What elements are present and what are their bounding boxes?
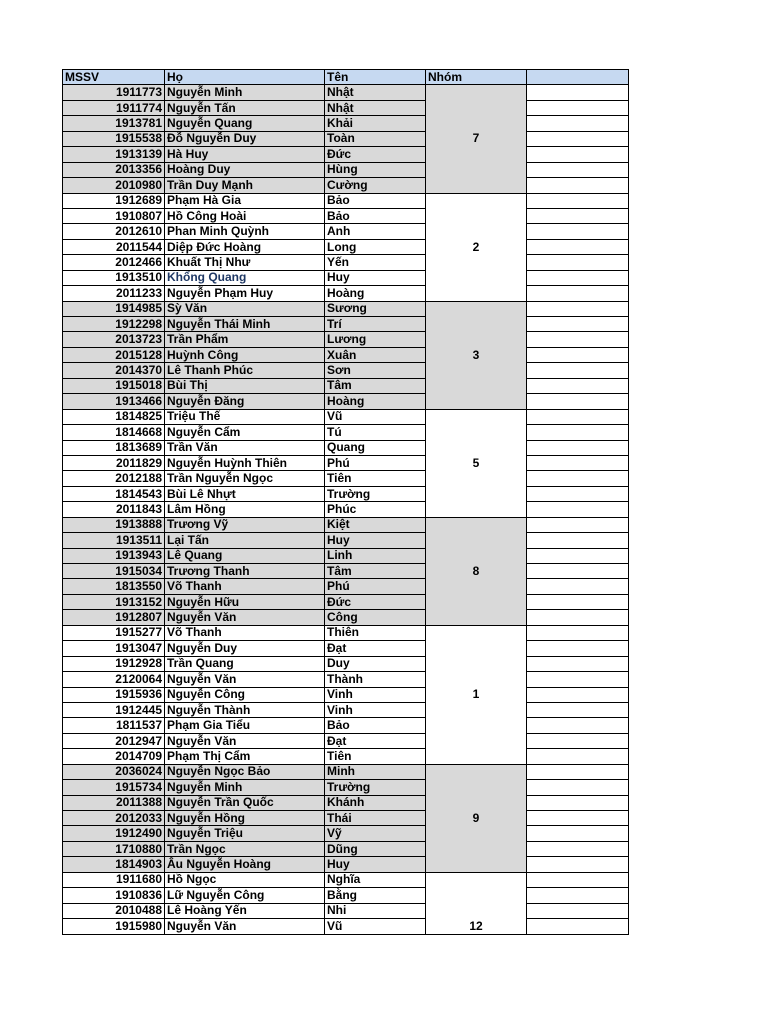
ten-cell[interactable]: Đạt: [325, 733, 426, 748]
ten-cell[interactable]: Toàn: [325, 131, 426, 146]
table-row: [63, 841, 629, 856]
header-nhom[interactable]: Nhóm: [426, 70, 527, 85]
empty-cell[interactable]: [527, 455, 629, 470]
empty-cell[interactable]: [527, 872, 629, 887]
table-row: [63, 100, 629, 115]
mssv-cell[interactable]: 1915734: [63, 780, 165, 795]
ten-cell[interactable]: Thái: [325, 811, 426, 826]
mssv-cell[interactable]: 1910836: [63, 888, 165, 903]
table-row: [63, 548, 629, 563]
ho-cell[interactable]: Diệp Đức Hoàng: [165, 239, 325, 254]
empty-cell[interactable]: [527, 919, 629, 934]
ten-cell[interactable]: Vỹ: [325, 826, 426, 841]
table-row: [63, 131, 629, 146]
ten-cell[interactable]: Huy: [325, 533, 426, 548]
ho-cell[interactable]: Phan Minh Quỳnh: [165, 224, 325, 239]
mssv-cell[interactable]: 1915018: [63, 378, 165, 393]
ho-cell[interactable]: Nguyễn Thái Minh: [165, 317, 325, 332]
ho-cell[interactable]: Nguyễn Cẩm: [165, 425, 325, 440]
ho-cell[interactable]: Nguyễn Hữu: [165, 594, 325, 609]
ten-cell[interactable]: Tâm: [325, 378, 426, 393]
ten-cell[interactable]: Hoàng: [325, 394, 426, 409]
ho-cell[interactable]: Phạm Thị Cẩm: [165, 749, 325, 764]
header-empty[interactable]: [527, 70, 629, 85]
ten-cell[interactable]: Phú: [325, 579, 426, 594]
ten-cell[interactable]: Duy: [325, 656, 426, 671]
mssv-cell[interactable]: 2015128: [63, 347, 165, 362]
mssv-cell[interactable]: 1912928: [63, 656, 165, 671]
table-row: [63, 533, 629, 548]
group-number-cell[interactable]: 5: [426, 409, 527, 517]
ten-cell[interactable]: Tiên: [325, 471, 426, 486]
empty-cell[interactable]: [527, 425, 629, 440]
mssv-cell[interactable]: 1814543: [63, 486, 165, 501]
mssv-cell[interactable]: 1813689: [63, 440, 165, 455]
mssv-cell[interactable]: 2012188: [63, 471, 165, 486]
ten-cell[interactable]: Công: [325, 610, 426, 625]
ten-cell[interactable]: Thiên: [325, 625, 426, 640]
ho-cell[interactable]: Bùi Thị: [165, 378, 325, 393]
mssv-cell[interactable]: 1913047: [63, 641, 165, 656]
table-row: [63, 672, 629, 687]
table-row: [63, 641, 629, 656]
ho-cell[interactable]: Khổng Quang: [165, 270, 325, 285]
mssv-cell[interactable]: 2011544: [63, 239, 165, 254]
ten-cell[interactable]: Anh: [325, 224, 426, 239]
ten-cell[interactable]: Vũ: [325, 919, 426, 934]
empty-cell[interactable]: [527, 656, 629, 671]
ten-cell[interactable]: Bảo: [325, 193, 426, 208]
mssv-cell[interactable]: 2011233: [63, 286, 165, 301]
group-number-cell[interactable]: 8: [426, 517, 527, 625]
empty-cell[interactable]: [527, 749, 629, 764]
ten-cell[interactable]: Bảo: [325, 208, 426, 223]
table-row: [63, 625, 629, 640]
ho-cell[interactable]: Nguyễn Huỳnh Thiên: [165, 455, 325, 470]
table-row: [63, 656, 629, 671]
ten-cell[interactable]: Sương: [325, 301, 426, 316]
empty-cell[interactable]: [527, 100, 629, 115]
empty-cell[interactable]: [527, 533, 629, 548]
ten-cell[interactable]: Dũng: [325, 841, 426, 856]
group-number-cell[interactable]: 1: [426, 625, 527, 764]
ho-cell[interactable]: Nguyễn Minh: [165, 780, 325, 795]
table-row: [63, 764, 629, 779]
mssv-cell[interactable]: 1915034: [63, 564, 165, 579]
mssv-cell[interactable]: 1912490: [63, 826, 165, 841]
empty-cell[interactable]: [527, 363, 629, 378]
empty-cell[interactable]: [527, 394, 629, 409]
table-row: [63, 270, 629, 285]
table-row: [63, 255, 629, 270]
ho-cell[interactable]: Lê Hoàng Yến: [165, 903, 325, 918]
table-row: [63, 394, 629, 409]
mssv-cell[interactable]: 1811537: [63, 718, 165, 733]
empty-cell[interactable]: [527, 378, 629, 393]
ho-cell[interactable]: Nguyễn Triệu: [165, 826, 325, 841]
ten-cell[interactable]: Đức: [325, 594, 426, 609]
table-row: [63, 811, 629, 826]
table-row: [63, 780, 629, 795]
ten-cell[interactable]: Tú: [325, 425, 426, 440]
table-row: [63, 564, 629, 579]
mssv-cell[interactable]: 1915277: [63, 625, 165, 640]
ten-cell[interactable]: Phú: [325, 455, 426, 470]
empty-cell[interactable]: [527, 594, 629, 609]
mssv-cell[interactable]: 1814668: [63, 425, 165, 440]
table-row: [63, 687, 629, 702]
table-row: [63, 363, 629, 378]
mssv-cell[interactable]: 2014370: [63, 363, 165, 378]
ho-cell[interactable]: Nguyễn Minh: [165, 85, 325, 100]
mssv-cell[interactable]: 1813550: [63, 579, 165, 594]
ho-cell[interactable]: Đỗ Nguyễn Duy: [165, 131, 325, 146]
ten-cell[interactable]: Minh: [325, 764, 426, 779]
table-row: [63, 224, 629, 239]
table-row: [63, 347, 629, 362]
empty-cell[interactable]: [527, 811, 629, 826]
ho-cell[interactable]: Hồ Công Hoài: [165, 208, 325, 223]
ho-cell[interactable]: Võ Thanh: [165, 625, 325, 640]
table-row: [63, 239, 629, 254]
ten-cell[interactable]: Đức: [325, 147, 426, 162]
table-row: [63, 193, 629, 208]
mssv-cell[interactable]: 2012610: [63, 224, 165, 239]
mssv-cell[interactable]: 1913139: [63, 147, 165, 162]
group-number-cell[interactable]: 7: [426, 85, 527, 193]
header-mssv[interactable]: MSSV: [63, 70, 165, 85]
header-ten[interactable]: Tên: [325, 70, 426, 85]
mssv-cell[interactable]: 1914985: [63, 301, 165, 316]
ho-cell[interactable]: Nguyễn Đăng: [165, 394, 325, 409]
ten-cell[interactable]: Tâm: [325, 564, 426, 579]
table-row: [63, 502, 629, 517]
ho-cell[interactable]: Trần Duy Mạnh: [165, 178, 325, 193]
empty-cell[interactable]: [527, 270, 629, 285]
table-row: [63, 208, 629, 223]
ho-cell[interactable]: Nguyễn Văn: [165, 610, 325, 625]
empty-cell[interactable]: [527, 641, 629, 656]
mssv-cell[interactable]: 1912298: [63, 317, 165, 332]
ten-cell[interactable]: Nhật: [325, 85, 426, 100]
table-row: [63, 317, 629, 332]
table-row: [63, 857, 629, 872]
header-ho[interactable]: Họ: [165, 70, 325, 85]
mssv-cell[interactable]: 2036024: [63, 764, 165, 779]
empty-cell[interactable]: [527, 826, 629, 841]
empty-cell[interactable]: [527, 672, 629, 687]
ten-cell[interactable]: Trí: [325, 317, 426, 332]
ten-cell[interactable]: Yến: [325, 255, 426, 270]
ho-cell[interactable]: Sỳ Văn: [165, 301, 325, 316]
empty-cell[interactable]: [527, 795, 629, 810]
ho-cell[interactable]: Nguyễn Ngọc Bảo: [165, 764, 325, 779]
empty-cell[interactable]: [527, 85, 629, 100]
empty-cell[interactable]: [527, 502, 629, 517]
table-row: [63, 579, 629, 594]
mssv-cell[interactable]: 1912445: [63, 702, 165, 717]
empty-cell[interactable]: [527, 780, 629, 795]
table-row: [63, 903, 629, 918]
empty-cell[interactable]: [527, 347, 629, 362]
ten-cell[interactable]: Sơn: [325, 363, 426, 378]
mssv-cell[interactable]: 2012466: [63, 255, 165, 270]
ten-cell[interactable]: Huy: [325, 857, 426, 872]
ten-cell[interactable]: Tiên: [325, 749, 426, 764]
ho-cell[interactable]: Hồ Ngọc: [165, 872, 325, 887]
table-row: [63, 733, 629, 748]
table-body: [63, 85, 629, 934]
empty-cell[interactable]: [527, 857, 629, 872]
ho-cell[interactable]: Trần Ngọc: [165, 841, 325, 856]
table-row: [63, 409, 629, 424]
ho-cell[interactable]: Nguyễn Văn: [165, 672, 325, 687]
ten-cell[interactable]: Xuân: [325, 347, 426, 362]
mssv-cell[interactable]: 1915980: [63, 919, 165, 934]
group-number-cell[interactable]: 9: [426, 764, 527, 872]
group-number-cell[interactable]: 12: [426, 872, 527, 934]
ten-cell[interactable]: Huy: [325, 270, 426, 285]
ten-cell[interactable]: Linh: [325, 548, 426, 563]
table-row: [63, 455, 629, 470]
empty-cell[interactable]: [527, 116, 629, 131]
ten-cell[interactable]: Thành: [325, 672, 426, 687]
mssv-cell[interactable]: 1912807: [63, 610, 165, 625]
mssv-cell[interactable]: 1913888: [63, 517, 165, 532]
table-row: [63, 301, 629, 316]
table-row: [63, 718, 629, 733]
mssv-cell[interactable]: 1915538: [63, 131, 165, 146]
ho-cell[interactable]: Nguyễn Văn: [165, 733, 325, 748]
mssv-cell[interactable]: 2011388: [63, 795, 165, 810]
ten-cell[interactable]: Nghĩa: [325, 872, 426, 887]
mssv-cell[interactable]: 1913152: [63, 594, 165, 609]
table-row: [63, 826, 629, 841]
mssv-cell[interactable]: 1913781: [63, 116, 165, 131]
mssv-cell[interactable]: 2013356: [63, 162, 165, 177]
empty-cell[interactable]: [527, 409, 629, 424]
mssv-cell[interactable]: 1913510: [63, 270, 165, 285]
mssv-cell[interactable]: 2011843: [63, 502, 165, 517]
group-number-cell[interactable]: 3: [426, 301, 527, 409]
empty-cell[interactable]: [527, 208, 629, 223]
table-row: [63, 85, 629, 100]
mssv-cell[interactable]: 2013723: [63, 332, 165, 347]
ho-cell[interactable]: Trương Vỹ: [165, 517, 325, 532]
mssv-cell[interactable]: 1911680: [63, 872, 165, 887]
empty-cell[interactable]: [527, 517, 629, 532]
ho-cell[interactable]: Nguyễn Thành: [165, 702, 325, 717]
ho-cell[interactable]: Lại Tấn: [165, 533, 325, 548]
empty-cell[interactable]: [527, 903, 629, 918]
mssv-cell[interactable]: 1912689: [63, 193, 165, 208]
empty-cell[interactable]: [527, 841, 629, 856]
ho-cell[interactable]: Nguyễn Hồng: [165, 811, 325, 826]
ten-cell[interactable]: Trường: [325, 486, 426, 501]
ho-cell[interactable]: Lữ Nguyễn Công: [165, 888, 325, 903]
table-row: [63, 286, 629, 301]
mssv-cell[interactable]: 1814825: [63, 409, 165, 424]
empty-cell[interactable]: [527, 579, 629, 594]
table-row: [63, 888, 629, 903]
mssv-cell[interactable]: 2010980: [63, 178, 165, 193]
mssv-cell[interactable]: 2120064: [63, 672, 165, 687]
ten-cell[interactable]: Khánh: [325, 795, 426, 810]
mssv-cell[interactable]: 2012947: [63, 733, 165, 748]
empty-cell[interactable]: [527, 162, 629, 177]
table-row: [63, 702, 629, 717]
table-row: [63, 486, 629, 501]
ho-cell[interactable]: Triệu Thế: [165, 409, 325, 424]
ten-cell[interactable]: Cường: [325, 178, 426, 193]
ten-cell[interactable]: Bằng: [325, 888, 426, 903]
ten-cell[interactable]: Hùng: [325, 162, 426, 177]
student-group-table: [62, 69, 629, 935]
mssv-cell[interactable]: 1915936: [63, 687, 165, 702]
mssv-cell[interactable]: 1710880: [63, 841, 165, 856]
ho-cell[interactable]: Âu Nguyễn Hoàng: [165, 857, 325, 872]
ten-cell[interactable]: Đạt: [325, 641, 426, 656]
mssv-cell[interactable]: 1911773: [63, 85, 165, 100]
ho-cell[interactable]: Trần Phẩm: [165, 332, 325, 347]
table-row: [63, 610, 629, 625]
ho-cell[interactable]: Hà Huy: [165, 147, 325, 162]
table-row: [63, 517, 629, 532]
ho-cell[interactable]: Lê Quang: [165, 548, 325, 563]
empty-cell[interactable]: [527, 548, 629, 563]
ten-cell[interactable]: Vũ: [325, 409, 426, 424]
ho-cell[interactable]: Nguyễn Phạm Huy: [165, 286, 325, 301]
empty-cell[interactable]: [527, 625, 629, 640]
empty-cell[interactable]: [527, 733, 629, 748]
table-row: [63, 425, 629, 440]
ho-cell[interactable]: Trần Nguyễn Ngọc: [165, 471, 325, 486]
empty-cell[interactable]: [527, 224, 629, 239]
ho-cell[interactable]: Nguyễn Duy: [165, 641, 325, 656]
table-row: [63, 378, 629, 393]
ten-cell[interactable]: Nhật: [325, 100, 426, 115]
table-row: [63, 147, 629, 162]
table-row: [63, 594, 629, 609]
ho-cell[interactable]: Nguyễn Tấn: [165, 100, 325, 115]
table-row: [63, 332, 629, 347]
empty-cell[interactable]: [527, 564, 629, 579]
ho-cell[interactable]: Nguyễn Quang: [165, 116, 325, 131]
ho-cell[interactable]: Bùi Lê Nhựt: [165, 486, 325, 501]
empty-cell[interactable]: [527, 471, 629, 486]
ho-cell[interactable]: Huỳnh Công: [165, 347, 325, 362]
ten-cell[interactable]: Trường: [325, 780, 426, 795]
ho-cell[interactable]: Nguyễn Văn: [165, 919, 325, 934]
empty-cell[interactable]: [527, 239, 629, 254]
ho-cell[interactable]: Lâm Hồng: [165, 502, 325, 517]
group-number-cell[interactable]: 2: [426, 193, 527, 301]
ho-cell[interactable]: Phạm Gia Tiểu: [165, 718, 325, 733]
header-row: [63, 70, 629, 85]
ten-cell[interactable]: Bảo: [325, 718, 426, 733]
empty-cell[interactable]: [527, 286, 629, 301]
ten-cell[interactable]: Hoàng: [325, 286, 426, 301]
ten-cell[interactable]: Nhi: [325, 903, 426, 918]
empty-cell[interactable]: [527, 888, 629, 903]
empty-cell[interactable]: [527, 301, 629, 316]
empty-cell[interactable]: [527, 147, 629, 162]
mssv-cell[interactable]: 1814903: [63, 857, 165, 872]
table-row: [63, 471, 629, 486]
table-row: [63, 440, 629, 455]
table-row: [63, 178, 629, 193]
mssv-cell[interactable]: 1913466: [63, 394, 165, 409]
table-row: [63, 872, 629, 887]
ten-cell[interactable]: Lương: [325, 332, 426, 347]
mssv-cell[interactable]: 1913511: [63, 533, 165, 548]
mssv-cell[interactable]: 2011829: [63, 455, 165, 470]
mssv-cell[interactable]: 2010488: [63, 903, 165, 918]
ten-cell[interactable]: Vinh: [325, 702, 426, 717]
ho-cell[interactable]: Khuất Thị Như: [165, 255, 325, 270]
ho-cell[interactable]: Nguyễn Trần Quốc: [165, 795, 325, 810]
mssv-cell[interactable]: 1913943: [63, 548, 165, 563]
ho-cell[interactable]: Hoàng Duy: [165, 162, 325, 177]
empty-cell[interactable]: [527, 317, 629, 332]
table-row: [63, 116, 629, 131]
ho-cell[interactable]: Nguyễn Công: [165, 687, 325, 702]
empty-cell[interactable]: [527, 702, 629, 717]
empty-cell[interactable]: [527, 178, 629, 193]
ten-cell[interactable]: Phúc: [325, 502, 426, 517]
ho-cell[interactable]: Trần Văn: [165, 440, 325, 455]
empty-cell[interactable]: [527, 764, 629, 779]
ho-cell[interactable]: Lê Thanh Phúc: [165, 363, 325, 378]
ten-cell[interactable]: Kiệt: [325, 517, 426, 532]
ten-cell[interactable]: Vinh: [325, 687, 426, 702]
ho-cell[interactable]: Võ Thanh: [165, 579, 325, 594]
ho-cell[interactable]: Trương Thanh: [165, 564, 325, 579]
empty-cell[interactable]: [527, 332, 629, 347]
table-row: [63, 162, 629, 177]
ho-cell[interactable]: Trần Quang: [165, 656, 325, 671]
mssv-cell[interactable]: 1910807: [63, 208, 165, 223]
ho-cell[interactable]: Phạm Hà Gia: [165, 193, 325, 208]
empty-cell[interactable]: [527, 486, 629, 501]
mssv-cell[interactable]: 1911774: [63, 100, 165, 115]
empty-cell[interactable]: [527, 687, 629, 702]
table-row: [63, 749, 629, 764]
ten-cell[interactable]: Khải: [325, 116, 426, 131]
mssv-cell[interactable]: 2014709: [63, 749, 165, 764]
table-row: [63, 919, 629, 934]
empty-cell[interactable]: [527, 718, 629, 733]
empty-cell[interactable]: [527, 255, 629, 270]
ten-cell[interactable]: Long: [325, 239, 426, 254]
table-row: [63, 795, 629, 810]
mssv-cell[interactable]: 2012033: [63, 811, 165, 826]
empty-cell[interactable]: [527, 610, 629, 625]
ten-cell[interactable]: Quang: [325, 440, 426, 455]
empty-cell[interactable]: [527, 193, 629, 208]
empty-cell[interactable]: [527, 131, 629, 146]
empty-cell[interactable]: [527, 440, 629, 455]
